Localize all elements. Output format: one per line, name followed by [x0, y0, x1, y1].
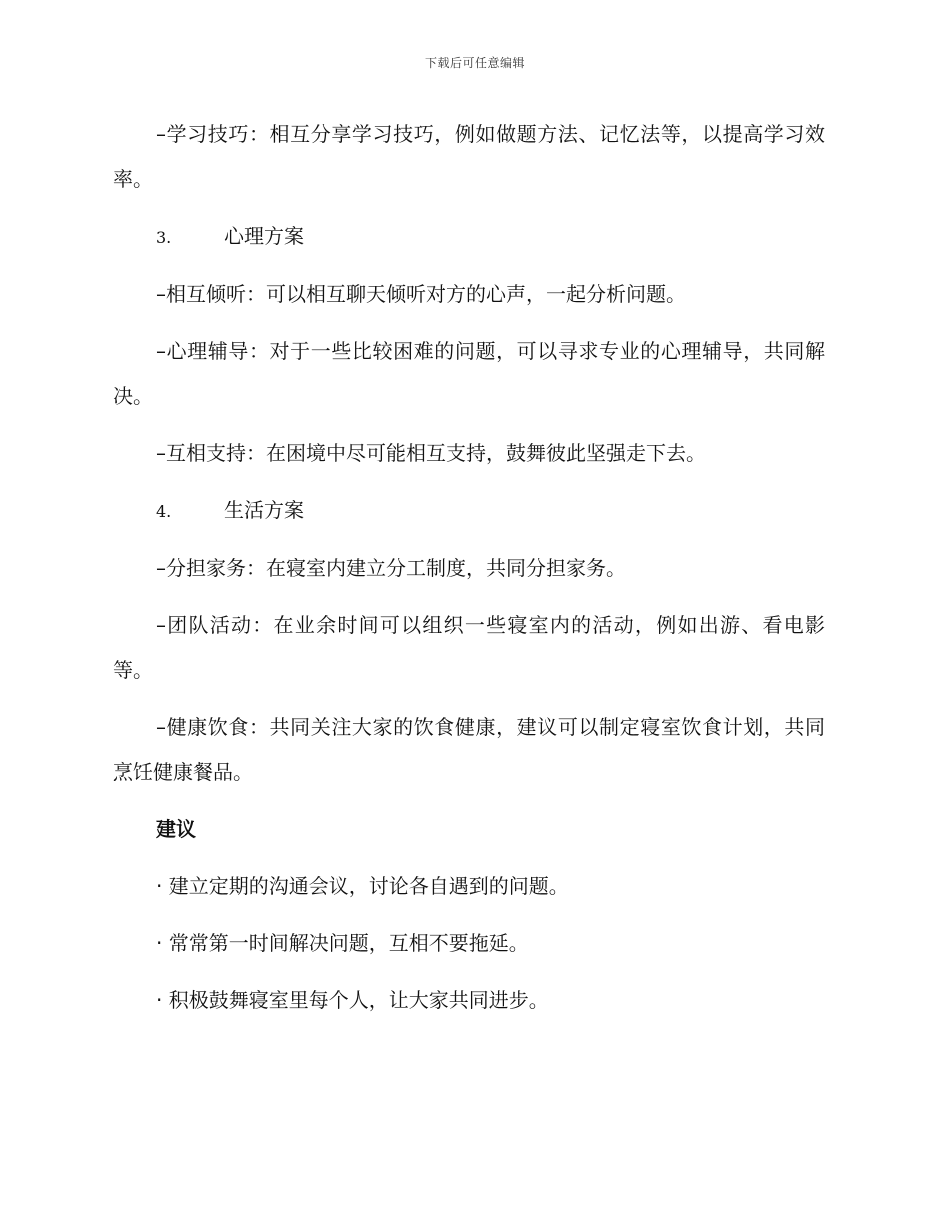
section-title-suggestions: 建议	[156, 817, 196, 841]
document-body	[113, 112, 825, 1035]
paragraph-support: –互相支持：在困境中尽可能相互支持，鼓舞彼此坚强走下去。	[156, 441, 706, 465]
paragraph-team-activities: –团队活动：在业余时间可以组织一些寝室内的活动，例如出游、看电影等。	[113, 613, 825, 682]
header-note: 下载后可任意编辑	[424, 56, 525, 70]
heading-text: 生活方案	[224, 498, 304, 522]
heading-number: 4.	[156, 502, 172, 521]
paragraph-counseling: –心理辅导：对于一些比较困难的问题，可以寻求专业的心理辅导，共同解决。	[113, 339, 825, 408]
heading-number: 3.	[156, 228, 172, 247]
bullet-item: · 建立定期的沟通会议，讨论各自遇到的问题。	[156, 874, 569, 898]
paragraph-study-skills: –学习技巧：相互分享学习技巧，例如做题方法、记忆法等，以提高学习效率。	[113, 122, 825, 191]
heading-life-plan	[113, 488, 825, 534]
heading-text: 心理方案	[224, 224, 304, 248]
bullet-item: · 积极鼓舞寝室里每个人，让大家共同进步。	[156, 988, 549, 1012]
paragraph-healthy-diet: –健康饮食：共同关注大家的饮食健康，建议可以制定寝室饮食计划，共同烹饪健康餐品。	[113, 715, 825, 784]
paragraph-housework: –分担家务：在寝室内建立分工制度，共同分担家务。	[156, 556, 626, 580]
paragraph-listening: –相互倾听：可以相互聊天倾听对方的心声，一起分析问题。	[156, 282, 686, 306]
bullet-item: · 常常第一时间解决问题，互相不要拖延。	[156, 931, 529, 955]
heading-psychology-plan	[113, 214, 825, 260]
